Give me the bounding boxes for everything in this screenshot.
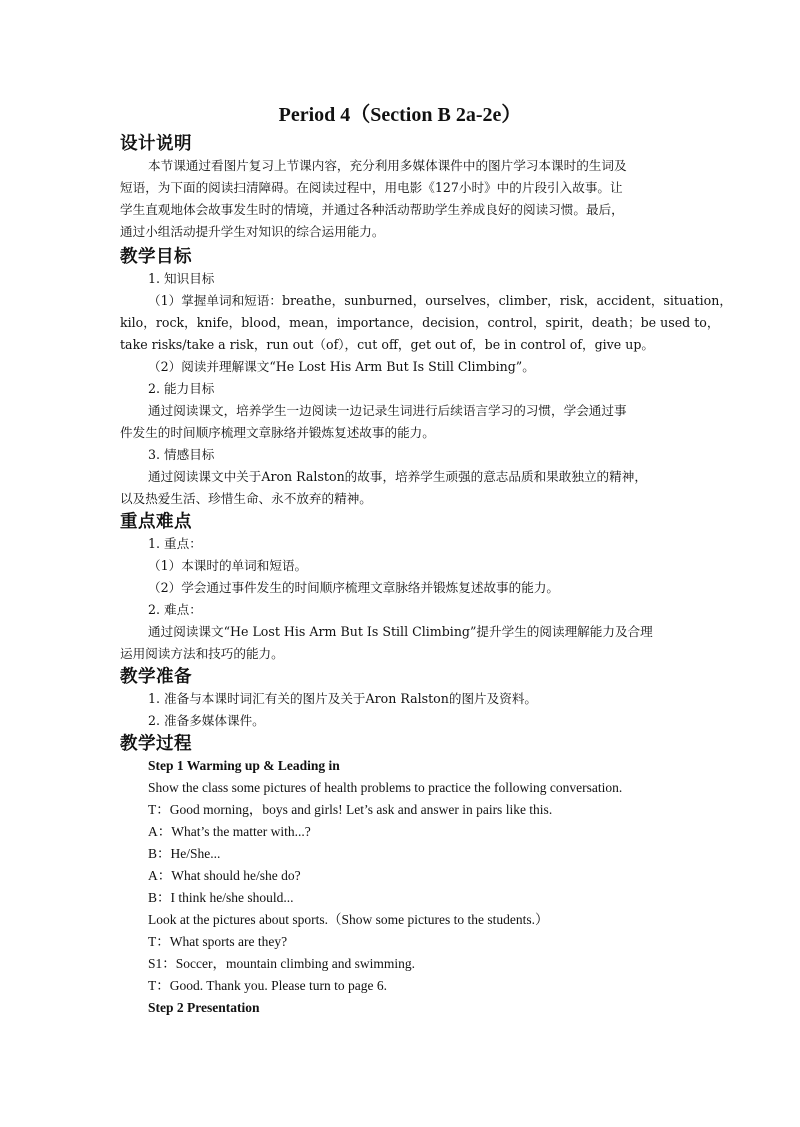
paragraph-line: （2）学会通过事件发生的时间顺序梳理文章脉络并锻炼复述故事的能力。 (148, 580, 560, 595)
dialogue-line: T：What sports are they? (148, 934, 288, 949)
paragraph-line: 1. 重点： (148, 536, 202, 551)
paragraph-line: 本节课通过看图片复习上节课内容，充分利用多媒体课件中的图片学习本课时的生词及 (148, 158, 627, 173)
paragraph-line: Look at the pictures about sports.（Show some pictures to the students.） (148, 912, 549, 927)
heading-goals: 教学目标 (120, 247, 192, 267)
dialogue-line: B：I think he/she should... (148, 890, 294, 905)
heading-keypoints: 重点难点 (120, 512, 192, 532)
paragraph-line: 运用阅读方法和技巧的能力。 (120, 646, 284, 661)
step-heading: Step 2 Presentation (148, 1000, 260, 1015)
paragraph-line: 2. 准备多媒体课件。 (148, 713, 265, 728)
heading-prep: 教学准备 (120, 667, 192, 687)
paragraph-line: （1）本课时的单词和短语。 (148, 558, 308, 573)
dialogue-line: B：He/She... (148, 846, 221, 861)
paragraph-line: （1）掌握单词和短语：breathe，sunburned，ourselves，climber，risk，accident，situation， (148, 293, 732, 308)
step-heading: Step 1 Warming up & Leading in (148, 758, 340, 773)
dialogue-line: A：What should he/she do? (148, 868, 301, 883)
paragraph-line: 2. 难点： (148, 602, 202, 617)
dialogue-line: S1：Soccer，mountain climbing and swimming. (148, 956, 415, 971)
heading-design: 设计说明 (120, 134, 192, 154)
paragraph-line: 通过阅读课文，培养学生一边阅读一边记录生词进行后续语言学习的习惯，学会通过事 (148, 403, 627, 418)
paragraph-line: （2）阅读并理解课文“He Lost His Arm But Is Still Climbing”。 (148, 359, 535, 374)
paragraph-line: Show the class some pictures of health problems to practice the following conversation. (148, 780, 623, 795)
paragraph-line: 通过阅读课文中关于Aron Ralston的故事，培养学生顽强的意志品质和果敢独立的精神， (148, 469, 647, 484)
paragraph-line: 以及热爱生活、珍惜生命、永不放弃的精神。 (120, 491, 372, 506)
dialogue-line: T：Good morning，boys and girls! Let’s ask and answer in pairs like this. (148, 802, 553, 817)
paragraph-line: 通过小组活动提升学生对知识的综合运用能力。 (120, 224, 385, 239)
dialogue-line: T：Good. Thank you. Please turn to page 6. (148, 978, 387, 993)
paragraph-line: take risks/take a risk，run out（of），cut off，get out of，be in control of，give up。 (120, 337, 655, 352)
paragraph-line: 3. 情感目标 (148, 447, 215, 462)
paragraph-line: 短语，为下面的阅读扫清障碍。在阅读过程中，用电影《127小时》中的片段引入故事。让 (120, 180, 623, 195)
paragraph-line: kilo，rock，knife，blood，mean，importance，decision，control，spirit，death；be used to， (120, 315, 720, 330)
heading-process: 教学过程 (120, 734, 192, 754)
paragraph-line: 1. 知识目标 (148, 271, 215, 286)
paragraph-line: 件发生的时间顺序梳理文章脉络并锻炼复述故事的能力。 (120, 425, 435, 440)
page-title: Period 4（Section B 2a-2e） (278, 104, 522, 126)
dialogue-line: A：What’s the matter with...? (148, 824, 311, 839)
paragraph-line: 2. 能力目标 (148, 381, 215, 396)
paragraph-line: 学生直观地体会故事发生时的情境，并通过各种活动帮助学生养成良好的阅读习惯。最后， (120, 202, 624, 217)
paragraph-line: 通过阅读课文“He Lost His Arm But Is Still Climbing”提升学生的阅读理解能力及合理 (148, 624, 653, 639)
paragraph-line: 1. 准备与本课时词汇有关的图片及关于Aron Ralston的图片及资料。 (148, 691, 538, 706)
